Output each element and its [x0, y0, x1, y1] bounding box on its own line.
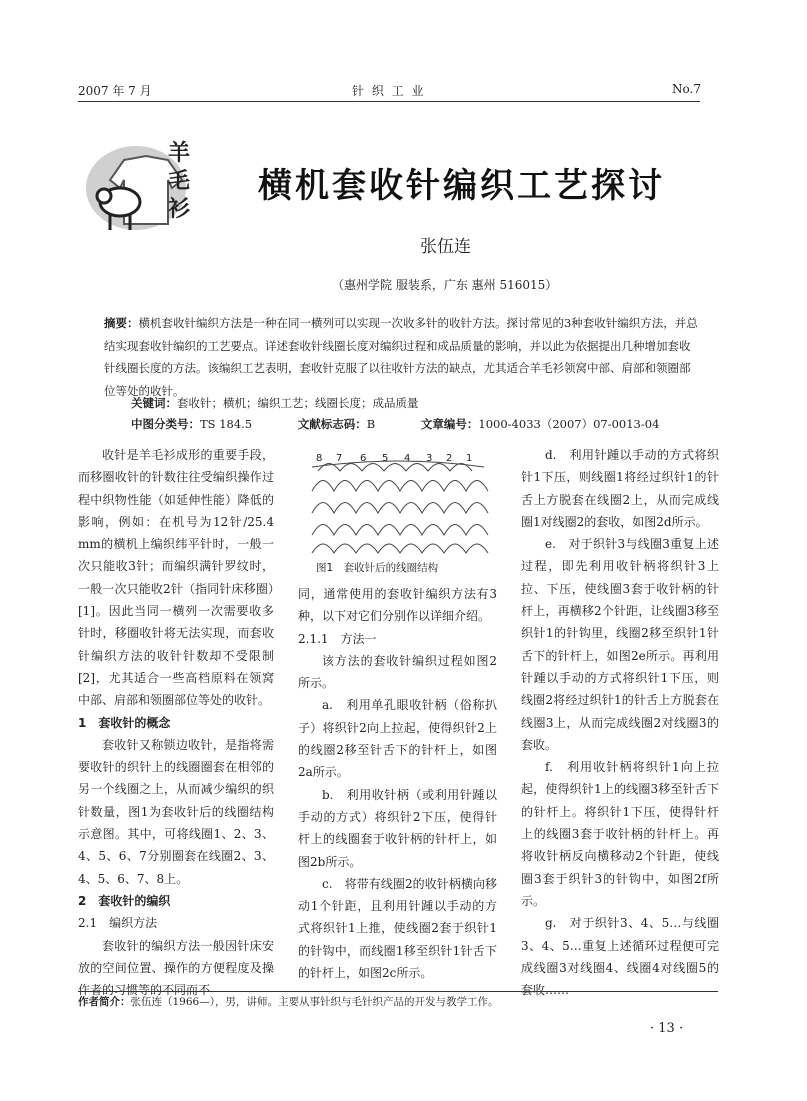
- header-issue: No.7: [672, 82, 701, 96]
- paragraph: c. 将带有线圈2的收针柄横向移动1个针距，且利用针踵以手动的方式将织针1上推，使线圈2套于织针1的针钩中，而线圈1移至织针1针舌下的针杆上，如图2c所示。: [298, 876, 497, 981]
- page-number: · 13 ·: [650, 1021, 684, 1036]
- figure-number: 5: [382, 453, 389, 464]
- keywords: 关键词：套收针；横机；编织工艺；线圈长度；成品质量: [131, 396, 419, 410]
- section-heading: 1 套收针的概念: [78, 715, 171, 730]
- section-heading: 2 套收针的编织: [78, 893, 171, 908]
- affiliation: （惠州学院 服装系，广东 惠州 516015）: [332, 278, 558, 292]
- paragraph: 该方法的套收针编织过程如图2所示。: [298, 653, 497, 691]
- column-3: [521, 444, 719, 1001]
- column-2: [298, 583, 497, 984]
- abstract: 摘要：横机套收针编织方法是一种在同一横列可以实现一次收多针的收针方法。探讨常见的3种套收针编织方法，并总结实现套收针编织的工艺要点。详述套收针线圈长度对编织过程和成品质量的影响，并以此为依据提出几种增加套收针线圈长度的方法。该编织工艺表明，套收针克服了以往收针方法的缺点，尤其适合羊毛衫领窝中部、肩部和领圈部位等处的收针。: [104, 316, 698, 398]
- figure-number: 1: [466, 453, 473, 464]
- column-1: [78, 444, 274, 1001]
- figure-number: 2: [446, 453, 453, 464]
- paragraph: 套收针又称锁边收针，是指将需要收针的织针上的线圈圈套在相邻的另一个线圈之上，从而减少编织的织针数量，图1为套收针后的线圈结构示意图。其中，可将线圈1、2、3、4、5、6、7分别圈套在线圈2、3、4、5、6、7、8上。: [78, 737, 274, 886]
- paragraph: d. 利用针踵以手动的方式将织针1下压，则线圈1将经过织针1的针舌上方脱套在线圈2上，从而完成线圈1对线圈2的套收，如图2d所示。: [521, 448, 719, 529]
- figure-number: 6: [360, 453, 367, 464]
- sweater-sheep-logo: [84, 140, 214, 240]
- subsection-heading: 2.1 编织方法: [78, 916, 158, 931]
- figure-1: [298, 447, 497, 562]
- paragraph: a. 利用单孔眼收针柄（俗称扒子）将织针2向上拉起，使得织针2上的线圈2移至针舌下的针杆上，如图2a所示。: [298, 698, 497, 780]
- paragraph: g. 对于织针3、4、5…与线圈3、4、5…重复上述循环过程便可完成线圈3对线圈4、线圈4对线圈5的: [521, 916, 719, 975]
- classification: 中图分类号：TS 184.5 文献标志码：B 文章编号：1000-4033（2007）07-0013-04: [131, 417, 660, 431]
- author: 张伍连: [420, 237, 471, 257]
- header-date: 2007 年 7 月: [78, 84, 152, 98]
- footnote-rule: [78, 991, 718, 992]
- figure-caption: 图1 套收针后的线圈结构: [316, 562, 439, 574]
- paragraph: b. 利用收针柄（或利用针踵以手动的方式）将织针2下压，使得针杆上的线圈套于收针柄的针杆上，如图2b所示。: [298, 787, 497, 869]
- figure-number: 4: [404, 453, 411, 464]
- figure-number: 3: [426, 453, 433, 464]
- header-rule: [78, 101, 700, 102]
- figure-number: 8: [316, 453, 323, 464]
- paragraph: e. 对于织针3与线圈3重复上述过程，即先利用收针柄将织针3上拉、下压，使线圈3套于收针柄的针杆上，再横移2个针距，让线圈3移至织针1的针钩里，线圈2移至织针1针舌下的针杆上，如图2e所示。再利用针踵以手动的方式将织针1下压，则线圈2将经过织针1的针舌上方脱套在线圈3上，从而完成线圈2对线圈3的套收。: [521, 537, 719, 752]
- footnote: 作者简介：张伍连（1966—），男，讲师。主要从事针织与毛针织产品的开发与教学工作。: [78, 996, 499, 1008]
- paragraph: 同，通常使用的套收针编织方法有3种，以下对它们分别作以详细介绍。: [298, 587, 497, 624]
- paragraph: 收针是羊毛衫成形的重要手段，而移圈收针的针数往往受编织操作过程中织物性能（如延伸性能）降低的影响，例如：在机号为12针/25.4 mm的横机上编织纬平针时，一般一次只能收3针；而编织满针罗纹时，一般一次只能收2针（指同针床移圈）[1]。因此当同一横列一次需要收多针时，移圈收针将无法实现，而套收针编织方法的收针针数却不受限制[2]，尤其适合一些高档原料在领窝中部、肩部和领圈部位等处的收针。: [78, 448, 274, 708]
- subsection-heading: 2.1.1 方法一: [298, 631, 377, 646]
- page-title: 横机套收针编织工艺探讨: [258, 166, 665, 206]
- paragraph: 套收针的编织方法一般因针床安放的空间位置、操作的方便程度及操: [78, 938, 274, 975]
- header-journal: 针 织 工 业: [352, 84, 426, 98]
- paragraph: f. 利用收针柄将织针1向上拉起，使得织针1上的线圈3移至针舌下的针杆上。将织针1下压，使得针杆上的线圈3套于收针柄的针杆上。再将收针柄反向横移动2个针距，使线圈3套于织针3的针钩中，如图2f所示。: [521, 760, 719, 908]
- logo-text: 羊 毛 衫: [168, 141, 191, 222]
- figure-number: 7: [336, 453, 343, 464]
